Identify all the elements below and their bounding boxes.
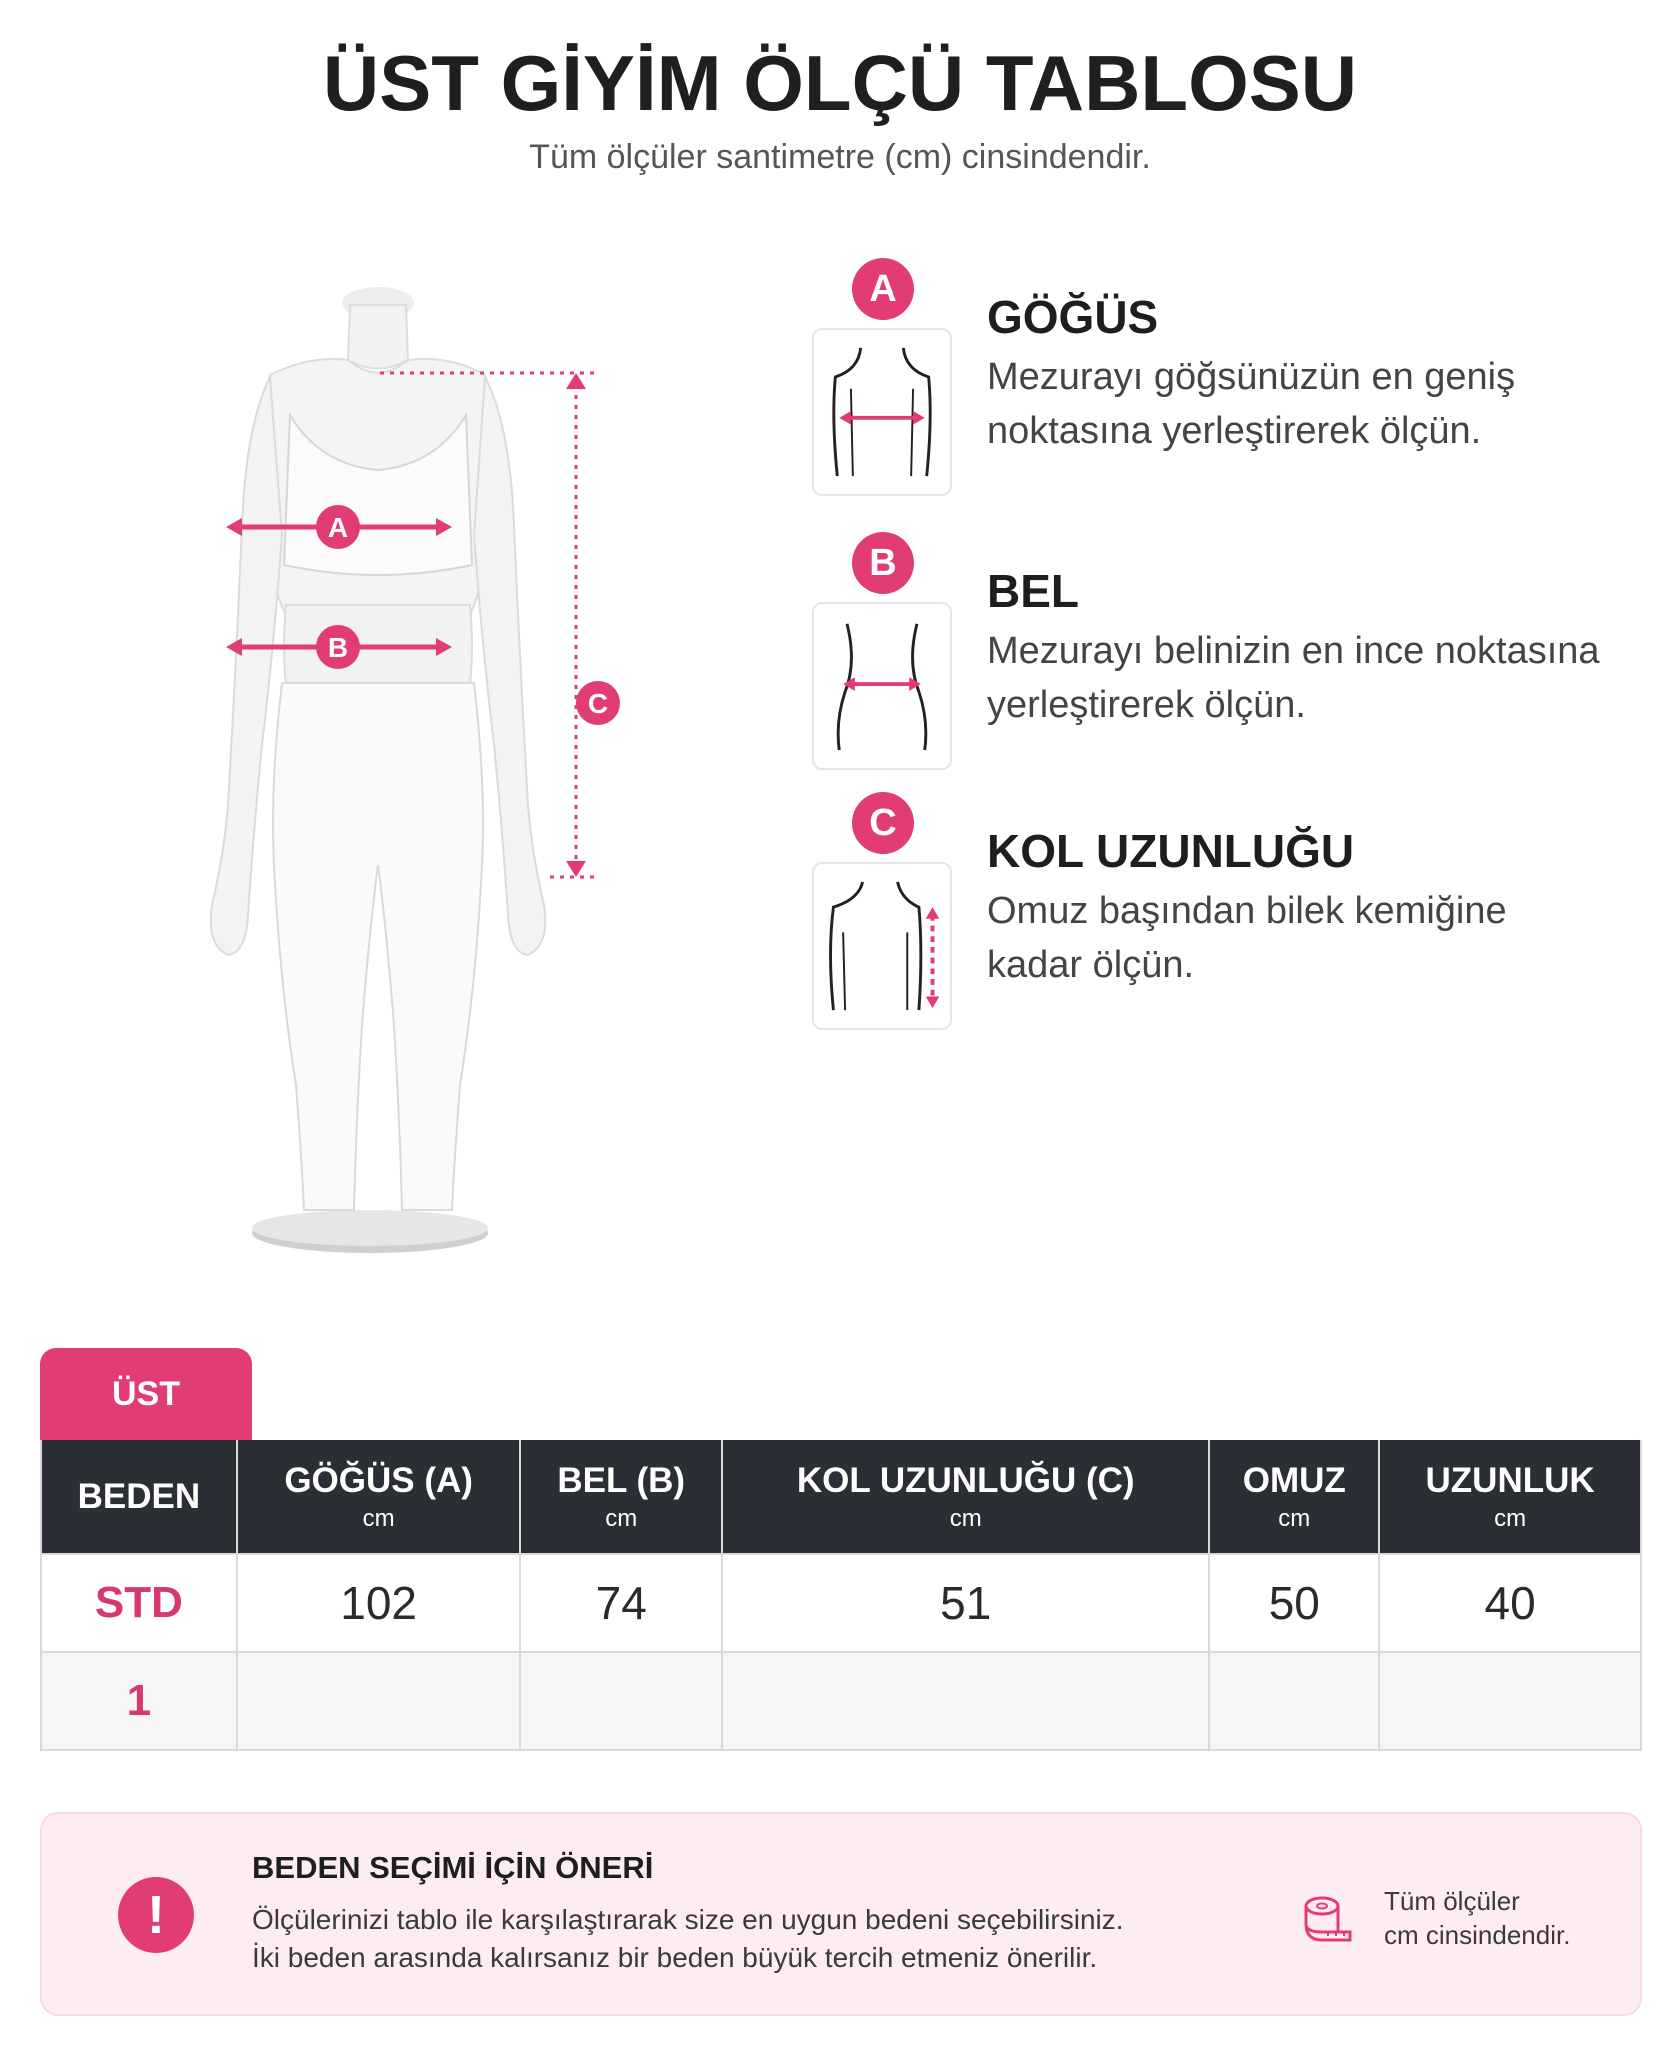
guide-desc-gogus: Mezurayı göğsünüzün en geniş noktasına yerleştirerek ölçün. xyxy=(987,356,1516,452)
page-subtitle: Tüm ölçüler santimetre (cm) cinsindendir. xyxy=(529,138,1151,176)
value-cell xyxy=(237,1652,521,1750)
value-cell xyxy=(520,1652,722,1750)
value-cell xyxy=(1379,1652,1641,1750)
guide-desc-kol-uzunlugu: Omuz başından bilek kemiğine kadar ölçün. xyxy=(987,890,1507,986)
guide-title-bel: BEL xyxy=(987,565,1079,617)
size-cell: STD xyxy=(41,1554,237,1652)
value-cell xyxy=(722,1652,1209,1750)
badge-c: C xyxy=(852,792,914,854)
mannequin-figure xyxy=(150,265,680,1275)
badge-b: B xyxy=(852,532,914,594)
header-uzunluk: UZUNLUK cm xyxy=(1379,1440,1641,1554)
note-line-1: Ölçülerinizi tablo ile karşılaştırarak size en uygun bedeni seçebilirsiniz. xyxy=(252,1904,1124,1935)
value-cell: 40 xyxy=(1379,1554,1641,1652)
header-kol-uzunlugu: KOL UZUNLUĞU (C) cm xyxy=(722,1440,1209,1554)
table-row xyxy=(41,1652,1641,1750)
table-row xyxy=(41,1554,1641,1652)
size-table xyxy=(40,1440,1642,1751)
header-gogus: GÖĞÜS (A) cm xyxy=(237,1440,521,1554)
table-header-row xyxy=(41,1440,1641,1554)
note-title: BEDEN SEÇİMİ İÇİN ÖNERİ xyxy=(252,1850,654,1885)
tab-ust[interactable]: ÜST xyxy=(40,1348,252,1440)
marker-a-label: A xyxy=(327,512,349,543)
value-cell xyxy=(1209,1652,1379,1750)
value-cell: 74 xyxy=(520,1554,722,1652)
guide-title-kol-uzunlugu: KOL UZUNLUĞU xyxy=(987,825,1355,877)
header-beden: BEDEN xyxy=(41,1440,237,1554)
guide-title-gogus: GÖĞÜS xyxy=(987,291,1159,343)
marker-b-label: B xyxy=(327,632,349,663)
value-cell: 51 xyxy=(722,1554,1209,1652)
header-bel: BEL (B) cm xyxy=(520,1440,722,1554)
measuring-tape-icon xyxy=(1300,1890,1356,1946)
size-recommendation-note xyxy=(40,1812,1642,2016)
size-cell: 1 xyxy=(41,1652,237,1750)
marker-c-label: C xyxy=(587,688,609,719)
arm-measure-icon xyxy=(812,862,952,1030)
value-cell: 102 xyxy=(237,1554,521,1652)
chest-measure-icon xyxy=(812,328,952,496)
note-side-line-2: cm cinsindendir. xyxy=(1384,1920,1571,1950)
value-cell: 50 xyxy=(1209,1554,1379,1652)
header-omuz: OMUZ cm xyxy=(1209,1440,1379,1554)
badge-a: A xyxy=(852,258,914,320)
note-line-2: İki beden arasında kalırsanız bir beden büyük tercih etmeniz önerilir. xyxy=(252,1942,1098,1973)
guide-desc-bel: Mezurayı belinizin en ince noktasına yerleştirerek ölçün. xyxy=(987,630,1600,726)
note-side-line-1: Tüm ölçüler xyxy=(1384,1886,1520,1916)
warning-icon: ! xyxy=(118,1877,194,1953)
waist-measure-icon xyxy=(812,602,952,770)
mannequin-illustration xyxy=(150,265,680,1275)
page-title: ÜST GİYİM ÖLÇÜ TABLOSU xyxy=(322,39,1358,127)
